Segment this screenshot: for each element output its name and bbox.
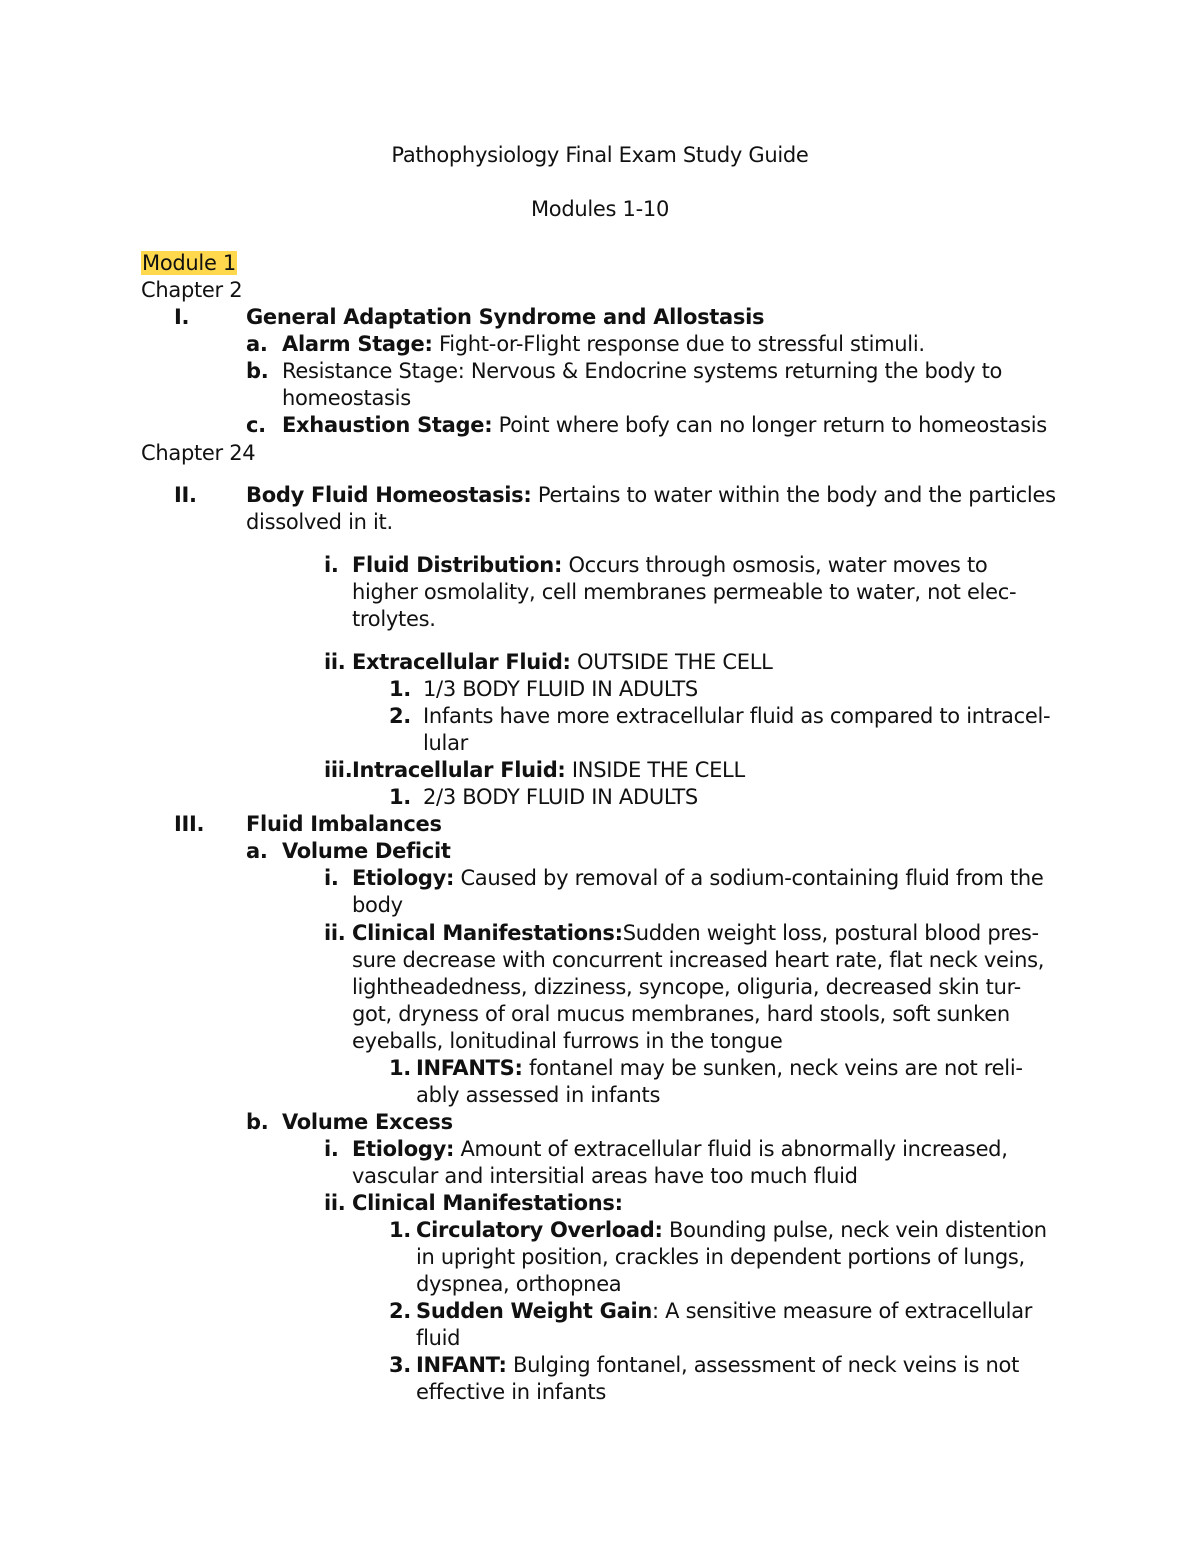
document-title: Pathophysiology Final Exam Study Guide (391, 143, 809, 167)
body-fluid-homeostasis-line2: dissolved in it. (246, 510, 393, 534)
ve-infant-text: Bulging fontanel, assessment of neck veins is not (506, 1353, 1020, 1377)
ve-etiology-line1 (352, 1136, 1008, 1163)
ve-overload-text: Bounding pulse, neck vein distention (662, 1218, 1047, 1242)
ecf-1-marker: 1. (389, 677, 411, 701)
extracellular-fluid-label: Extracellular Fluid: (352, 650, 571, 674)
alarm-stage-text: Fight-or-Flight response due to stressful stimuli. (432, 332, 925, 356)
volume-excess-marker: b. (246, 1110, 269, 1134)
ve-weight-label: Sudden Weight Gain (416, 1299, 652, 1323)
chapter-24-heading: Chapter 24 (141, 441, 256, 465)
ve-weight-text: : A sensitive measure of extracellular (652, 1299, 1033, 1323)
ve-infant-marker: 3. (389, 1353, 411, 1377)
alarm-stage-item (282, 331, 925, 358)
ve-overload-label: Circulatory Overload: (416, 1218, 663, 1242)
fluid-distribution-line2: higher osmolality, cell membranes permeable to water, not elec- (352, 580, 1017, 604)
ve-weight-line1 (416, 1298, 1032, 1325)
intracellular-fluid-item (352, 757, 745, 784)
ecf-2-marker: 2. (389, 704, 411, 728)
vd-infants-line1 (416, 1055, 1023, 1082)
vd-etiology-text: Caused by removal of a sodium-containing fluid from the (454, 866, 1044, 890)
section-2-number: II. (174, 483, 197, 507)
ve-overload-line1 (416, 1217, 1047, 1244)
intracellular-fluid-label: Intracellular Fluid: (352, 758, 566, 782)
ecf-2-line1: Infants have more extracellular fluid as compared to intracel- (423, 704, 1051, 728)
vd-clinical-line1 (352, 920, 1039, 947)
fluid-imbalances-heading: Fluid Imbalances (246, 812, 442, 836)
icf-1-marker: 1. (389, 785, 411, 809)
document-subtitle: Modules 1-10 (530, 197, 670, 221)
ve-etiology-label: Etiology: (352, 1137, 455, 1161)
item-ii-marker: ii. (324, 650, 346, 674)
ecf-2-line2: lular (423, 731, 468, 755)
exhaustion-stage-item (282, 412, 1047, 439)
volume-deficit-marker: a. (246, 839, 268, 863)
resistance-stage-line1: Resistance Stage: Nervous & Endocrine systems returning the body to (282, 359, 1003, 383)
ve-etiology-line2: vascular and intersitial areas have too much fluid (352, 1164, 858, 1188)
vd-infants-line2: ably assessed in infants (416, 1083, 661, 1107)
ve-clinical-marker: ii. (324, 1191, 346, 1215)
item-iii-marker: iii. (324, 758, 353, 782)
ve-weight-marker: 2. (389, 1299, 411, 1323)
volume-excess-heading: Volume Excess (282, 1110, 453, 1134)
vd-etiology-label: Etiology: (352, 866, 455, 890)
ve-etiology-text: Amount of extracellular fluid is abnormally increased, (454, 1137, 1008, 1161)
fluid-distribution-label: Fluid Distribution: (352, 553, 563, 577)
vd-clinical-label: Clinical Manifestations: (352, 921, 623, 945)
ve-infant-label: INFANT: (416, 1353, 507, 1377)
section-1-number: I. (174, 305, 190, 329)
ve-infant-line2: effective in infants (416, 1380, 606, 1404)
module-label: Module 1 (142, 251, 236, 275)
ve-infant-line1 (416, 1352, 1019, 1379)
fluid-distribution-line1 (352, 552, 987, 579)
extracellular-fluid-item (352, 649, 773, 676)
body-fluid-homeostasis-line1 (246, 482, 1056, 509)
vd-infants-marker: 1. (389, 1056, 411, 1080)
vd-infants-text: fontanel may be sunken, neck veins are not reli- (522, 1056, 1023, 1080)
body-fluid-homeostasis-text: Pertains to water within the body and the particles (531, 483, 1056, 507)
ve-overload-line3: dyspnea, orthopnea (416, 1272, 622, 1296)
alarm-stage-label: Alarm Stage: (282, 332, 433, 356)
item-b-marker: b. (246, 359, 269, 383)
body-fluid-homeostasis-label: Body Fluid Homeostasis: (246, 483, 532, 507)
extracellular-fluid-text: OUTSIDE THE CELL (570, 650, 773, 674)
vd-infants-label: INFANTS: (416, 1056, 523, 1080)
ve-weight-line2: fluid (416, 1326, 461, 1350)
vd-etiology-marker: i. (324, 866, 339, 890)
chapter-2-heading: Chapter 2 (141, 278, 243, 302)
module-heading (141, 250, 237, 277)
section-1-heading: General Adaptation Syndrome and Allostasis (246, 305, 765, 329)
ve-clinical-label: Clinical Manifestations: (352, 1191, 623, 1215)
ecf-1-text: 1/3 BODY FLUID IN ADULTS (423, 677, 698, 701)
vd-clinical-line4: got, dryness of oral mucus membranes, hard stools, soft sunken (352, 1002, 1010, 1026)
icf-1-text: 2/3 BODY FLUID IN ADULTS (423, 785, 698, 809)
vd-etiology-line2: body (352, 893, 403, 917)
ve-overload-marker: 1. (389, 1218, 411, 1242)
ve-overload-line2: in upright position, crackles in dependent portions of lungs, (416, 1245, 1025, 1269)
ve-etiology-marker: i. (324, 1137, 339, 1161)
vd-clinical-line3: lightheadedness, dizziness, syncope, oliguria, decreased skin tur- (352, 975, 1021, 999)
vd-clinical-line5: eyeballs, lonitudinal furrows in the tongue (352, 1029, 783, 1053)
volume-deficit-heading: Volume Deficit (282, 839, 451, 863)
intracellular-fluid-text: INSIDE THE CELL (565, 758, 745, 782)
item-c-marker: c. (246, 413, 266, 437)
item-a-marker: a. (246, 332, 268, 356)
exhaustion-stage-label: Exhaustion Stage: (282, 413, 493, 437)
vd-clinical-marker: ii. (324, 921, 346, 945)
resistance-stage-line2: homeostasis (282, 386, 411, 410)
exhaustion-stage-text: Point where bofy can no longer return to homeostasis (492, 413, 1047, 437)
section-3-number: III. (174, 812, 205, 836)
item-i-marker: i. (324, 553, 339, 577)
vd-etiology-line1 (352, 865, 1044, 892)
fluid-distribution-line3: trolytes. (352, 607, 436, 631)
fluid-distribution-text: Occurs through osmosis, water moves to (562, 553, 988, 577)
vd-clinical-text: Sudden weight loss, postural blood pres- (622, 921, 1039, 945)
vd-clinical-line2: sure decrease with concurrent increased heart rate, flat neck veins, (352, 948, 1045, 972)
